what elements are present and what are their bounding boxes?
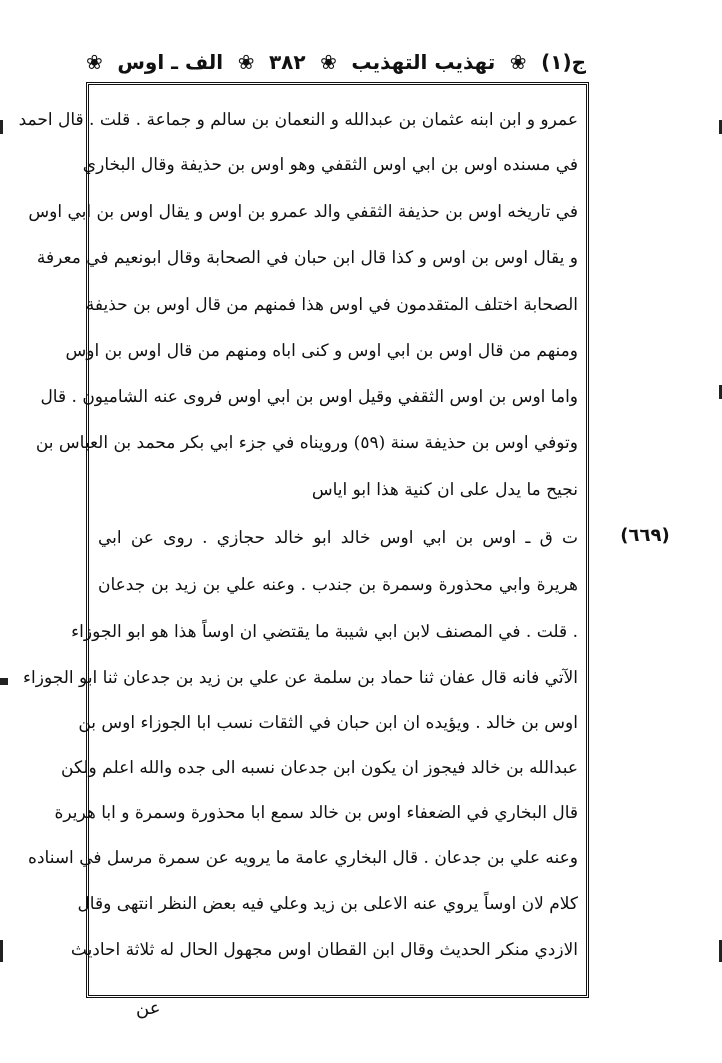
text-line: الازدي منكر الحديث وقال ابن القطان اوس مجهول الحال له ثلاثة احاديث	[70, 940, 578, 960]
text-line: و يقال اوس بن اوس و كذا قال ابن حبان في الصحابة وقال ابونعيم في معرفة	[36, 248, 578, 268]
book-title: تهذيب التهذيب	[351, 50, 496, 74]
flower-ornament-icon: ❀	[86, 50, 103, 74]
margin-mark	[0, 120, 3, 134]
text-line: وتوفي اوس بن حذيفة سنة (٥٩) ورويناه في جزء ابي بكر محمد بن العباس بن	[35, 433, 578, 453]
text-line: الصحابة اختلف المتقدمون في اوس هذا فمنهم من قال اوس بن حذيفة	[85, 295, 578, 315]
text-line: عبدالله بن خالد فيجوز ان يكون ابن جدعان نسبه الى جده والله اعلم ولكن	[61, 758, 578, 778]
text-line: هريرة وابي محذورة وسمرة بن جندب . وعنه علي بن زيد بن جدعان	[98, 575, 578, 595]
flower-ornament-icon: ❀	[237, 50, 255, 74]
text-line: الآتي فانه قال عفان ثنا حماد بن سلمة عن علي بن زيد بن جدعان ثنا ابو الجوزاء	[23, 668, 578, 688]
margin-mark	[0, 940, 3, 962]
text-line: قال البخاري في الضعفاء اوس بن خالد سمع ابا محذورة وسمرة و ابا هريرة	[54, 803, 578, 823]
flower-ornament-icon: ❀	[320, 50, 337, 74]
text-line: ومنهم من قال اوس بن ابي اوس و كنى اباه ومنهم من قال اوس بن اوس	[65, 341, 578, 361]
text-line: واما اوس بن اوس الثقفي وقيل اوس بن ابي اوس فروى عنه الشاميون . قال	[40, 387, 578, 407]
text-line: . قلت . في المصنف لابن ابي شيبة ما يقتضي ان اوساً هذا هو ابو الجوزاء	[71, 622, 578, 642]
text-line: اوس بن خالد . ويؤيده ان ابن حبان في الثقات نسب ابا الجوزاء اوس بن	[78, 713, 578, 733]
margin-mark	[0, 678, 8, 685]
entry-heading-line: ت ق ـ اوس بن ابي اوس خالد ابو خالد حجازي . روى عن ابي	[98, 528, 578, 548]
text-line: في مسنده اوس بن ابي اوس الثقفي وهو اوس بن حذيفة وقال البخاري	[82, 155, 578, 175]
catchword: عن	[136, 998, 161, 1019]
text-line: وعنه علي بن جدعان . قال البخاري عامة ما يرويه عن سمرة مرسل في اسناده	[28, 848, 578, 868]
text-line: في تاريخه اوس بن حذيفة الثقفي والد عمرو بن اوس و يقال اوس بن ابي اوس	[28, 202, 578, 222]
text-line: عمرو و ابن ابنه عثمان بن عبدالله و النعمان بن سالم و جماعة . قلت . قال احمد	[18, 110, 578, 130]
page-number: ٣٨٢	[268, 50, 306, 74]
text-line: نجيح ما يدل على ان كنية هذا ابو اياس	[311, 480, 578, 500]
section-title: الف ـ اوس	[117, 50, 224, 74]
entry-number: (٦٦٩)	[620, 525, 670, 546]
page-header	[86, 44, 586, 80]
volume-label: ج(١)	[541, 50, 586, 74]
text-line: كلام لان اوساً يروي عنه الاعلى بن زيد وعلي فيه بعض النظر انتهى وقال	[77, 894, 578, 914]
flower-ornament-icon: ❀	[509, 50, 527, 74]
